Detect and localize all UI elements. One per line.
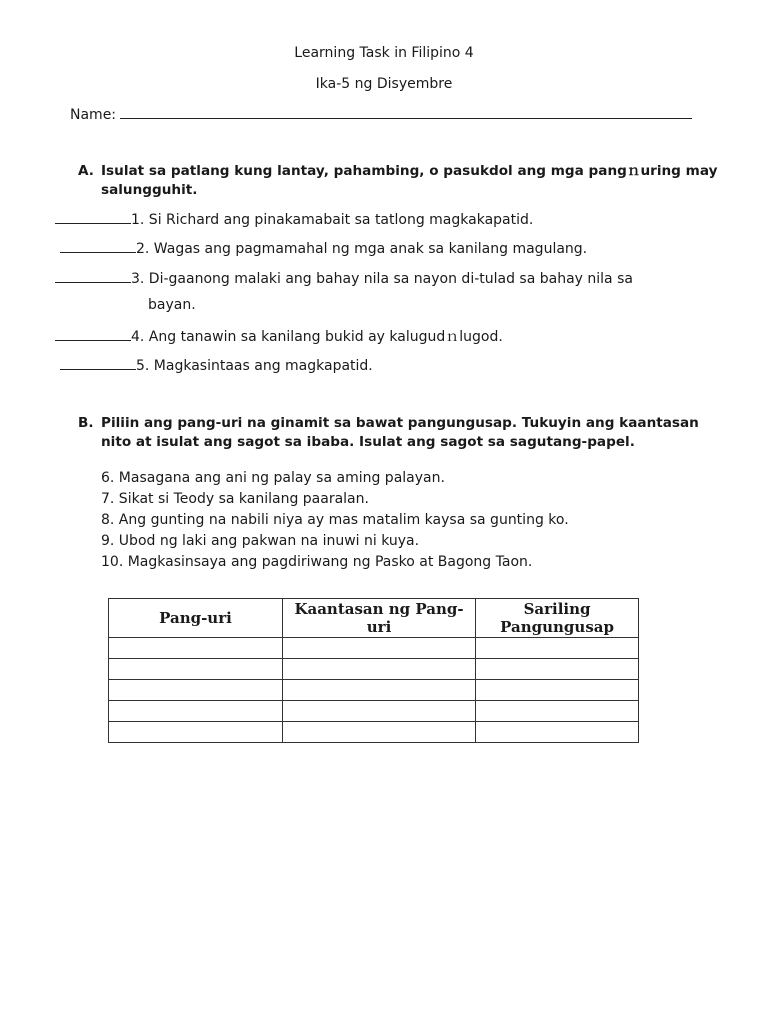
answer-blank[interactable]	[55, 209, 131, 224]
item-text: 5. Magkasintaas ang magkapatid.	[136, 358, 373, 374]
table-row	[109, 701, 639, 722]
list-item-continued: bayan.	[148, 297, 196, 313]
table-row	[109, 680, 639, 701]
table-cell[interactable]	[282, 638, 475, 659]
answer-table	[108, 598, 639, 743]
table-row	[109, 659, 639, 680]
table-cell[interactable]	[476, 659, 639, 680]
table-cell[interactable]	[476, 680, 639, 701]
table-cell[interactable]	[476, 638, 639, 659]
table-cell[interactable]	[282, 680, 475, 701]
list-item	[60, 238, 587, 257]
table-cell[interactable]	[476, 701, 639, 722]
section-a-instruction	[78, 162, 728, 200]
table-cell[interactable]	[109, 722, 283, 743]
table-cell[interactable]	[109, 659, 283, 680]
name-label: Name:	[70, 107, 117, 123]
table-header-kaantasan: Kaantasan ng Pang-uri	[282, 599, 475, 638]
list-item	[55, 268, 633, 287]
table-cell[interactable]	[282, 701, 475, 722]
table-cell[interactable]	[282, 722, 475, 743]
item-text: 4. Ang tanawin sa kanilang bukid ay kalugudｎlugod.	[131, 329, 503, 345]
item-text: 1. Si Richard ang pinakamabait sa tatlong magkakapatid.	[131, 212, 534, 228]
table-row	[109, 722, 639, 743]
table-header-sariling-pangungusap: Sariling Pangungusap	[476, 599, 639, 638]
section-a-instruction-line1: Isulat sa patlang kung lantay, pahambing, o pasukdol ang mga pangｎuring may	[101, 163, 718, 179]
section-b-letter: B.	[78, 415, 94, 431]
worksheet-date: Ika-5 ng Disyembre	[315, 76, 453, 92]
answer-blank[interactable]	[55, 326, 131, 341]
list-item: 6. Masagana ang ani ng palay sa aming palayan.	[101, 470, 445, 486]
list-item	[55, 326, 503, 346]
table-cell[interactable]	[109, 680, 283, 701]
section-b-instruction-line1: Piliin ang pang-uri na ginamit sa bawat pangungusap. Tukuyin ang kaantasan	[101, 415, 699, 431]
list-item	[55, 209, 533, 228]
item-text: 2. Wagas ang pagmamahal ng mga anak sa kanilang magulang.	[136, 241, 588, 257]
answer-blank[interactable]	[55, 268, 131, 283]
item-text: 3. Di-gaanong malaki ang bahay nila sa nayon di-tulad sa bahay nila sa	[131, 271, 633, 287]
answer-blank[interactable]	[60, 238, 136, 253]
table-header-pang-uri: Pang-uri	[109, 599, 283, 638]
section-a-letter: A.	[78, 163, 94, 179]
table-cell[interactable]	[109, 638, 283, 659]
list-item: 10. Magkasinsaya ang pagdiriwang ng Pasko at Bagong Taon.	[101, 554, 533, 570]
list-item: 9. Ubod ng laki ang pakwan na inuwi ni kuya.	[101, 533, 420, 549]
name-row	[70, 104, 700, 123]
list-item	[60, 355, 373, 374]
section-a-instruction-line2: salungguhit.	[101, 182, 198, 198]
name-blank-line[interactable]	[120, 104, 692, 119]
table-cell[interactable]	[109, 701, 283, 722]
table-row	[109, 638, 639, 659]
section-b-instruction	[78, 414, 728, 452]
list-item: 8. Ang gunting na nabili niya ay mas matalim kaysa sa gunting ko.	[101, 512, 569, 528]
list-item: 7. Sikat si Teody sa kanilang paaralan.	[101, 491, 369, 507]
answer-blank[interactable]	[60, 355, 136, 370]
table-cell[interactable]	[282, 659, 475, 680]
worksheet-title: Learning Task in Filipino 4	[294, 45, 474, 61]
section-b-instruction-line2: nito at isulat ang sagot sa ibaba. Isulat ang sagot sa sagutang-papel.	[101, 434, 635, 450]
table-cell[interactable]	[476, 722, 639, 743]
